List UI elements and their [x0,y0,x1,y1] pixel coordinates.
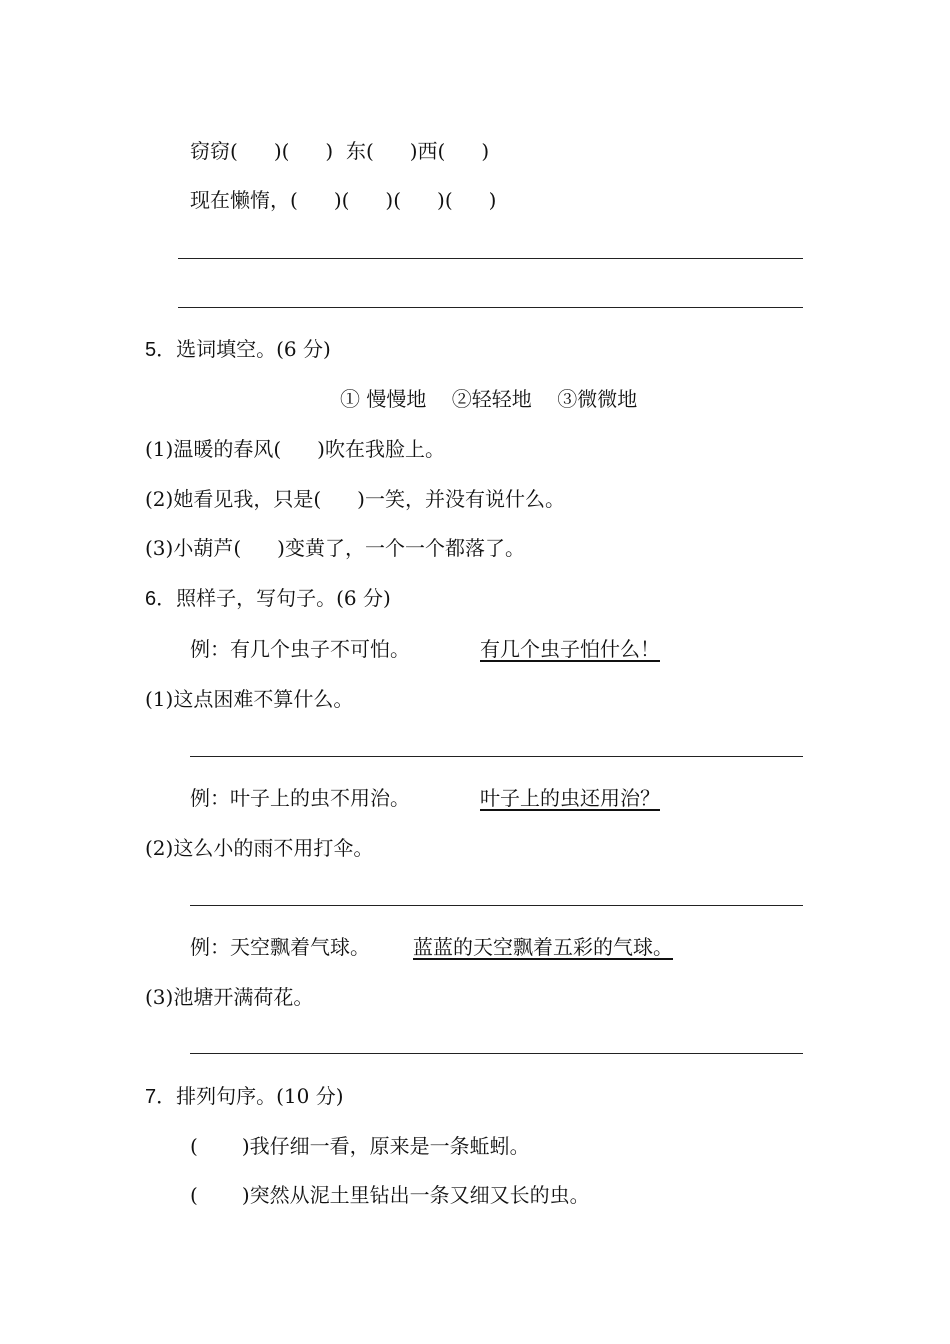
q6-item-1: (1)这点困难不算什么。 [145,687,354,711]
item-text: )吹在我脸上。 [317,437,445,461]
item-text: ( [190,1134,198,1158]
q7-item-2 [190,1182,590,1208]
idiom-line-1 [190,138,489,164]
q7-item-1 [190,1133,530,1159]
item-text: )一笑，并没有说什么。 [357,487,565,511]
q6-example-2 [190,785,410,811]
q5-heading [145,336,331,363]
item-text: )我仔细一看，原来是一条蚯蚓。 [241,1134,530,1158]
item-text: (3)小葫芦( [145,536,242,560]
q6-example-1 [190,636,410,662]
answer-line[interactable] [190,756,803,757]
idiom-text: 窃窃( [190,139,238,163]
example-label: 例：天空飘着气球。 [190,935,370,959]
idiom-text: )西( [409,139,446,163]
q6-example-3-answer: 蓝蓝的天空飘着五彩的气球。 [413,935,673,959]
item-text: )变黄了，一个一个都落了。 [277,536,525,560]
idiom-text: ) [481,139,490,163]
answer-line[interactable] [178,258,803,259]
q6-example-1-answer: 有几个虫子怕什么！ [480,637,660,661]
q5-item-2 [145,486,565,512]
item-text: ( [190,1183,198,1207]
question-title: ．选词填空。(6 分) [156,337,331,361]
q6-example-3 [190,934,370,960]
q5-item-1 [145,436,445,462]
idiom-text: )( [273,139,290,163]
question-number: 5 [145,339,157,361]
example-label: 例：叶子上的虫不用治。 [190,786,410,810]
q6-item-2: (2)这么小的雨不用打伞。 [145,836,374,860]
idiom-text: )( [437,188,453,212]
item-text: (2)她看见我，只是( [145,487,322,511]
answer-line[interactable] [178,307,803,308]
q6-example-2-answer: 叶子上的虫还用治？ [480,786,660,810]
idiom-line-2 [190,187,496,213]
idiom-text: )( [385,188,402,212]
q7-heading [145,1083,344,1110]
q5-options: ① 慢慢地 ②轻轻地 ③微微地 [340,387,638,411]
answer-line[interactable] [190,1053,803,1054]
question-number: 7 [145,1086,157,1108]
q6-item-3: (3)池塘开满荷花。 [145,985,314,1009]
question-title: ．排列句序。(10 分) [156,1084,344,1108]
answer-line[interactable] [190,905,803,906]
item-text: (1)温暖的春风( [145,437,282,461]
idiom-text: 现在懒惰，( [190,188,298,212]
idiom-text: )( [333,188,350,212]
idiom-text: ) 东( [325,139,374,163]
example-label: 例：有几个虫子不可怕。 [190,637,410,661]
q5-item-3 [145,535,525,561]
q6-heading [145,585,391,612]
question-title: ．照样子，写句子。(6 分) [156,586,391,610]
question-number: 6 [145,588,157,610]
idiom-text: ) [488,188,497,212]
item-text: )突然从泥土里钻出一条又细又长的虫。 [241,1183,590,1207]
